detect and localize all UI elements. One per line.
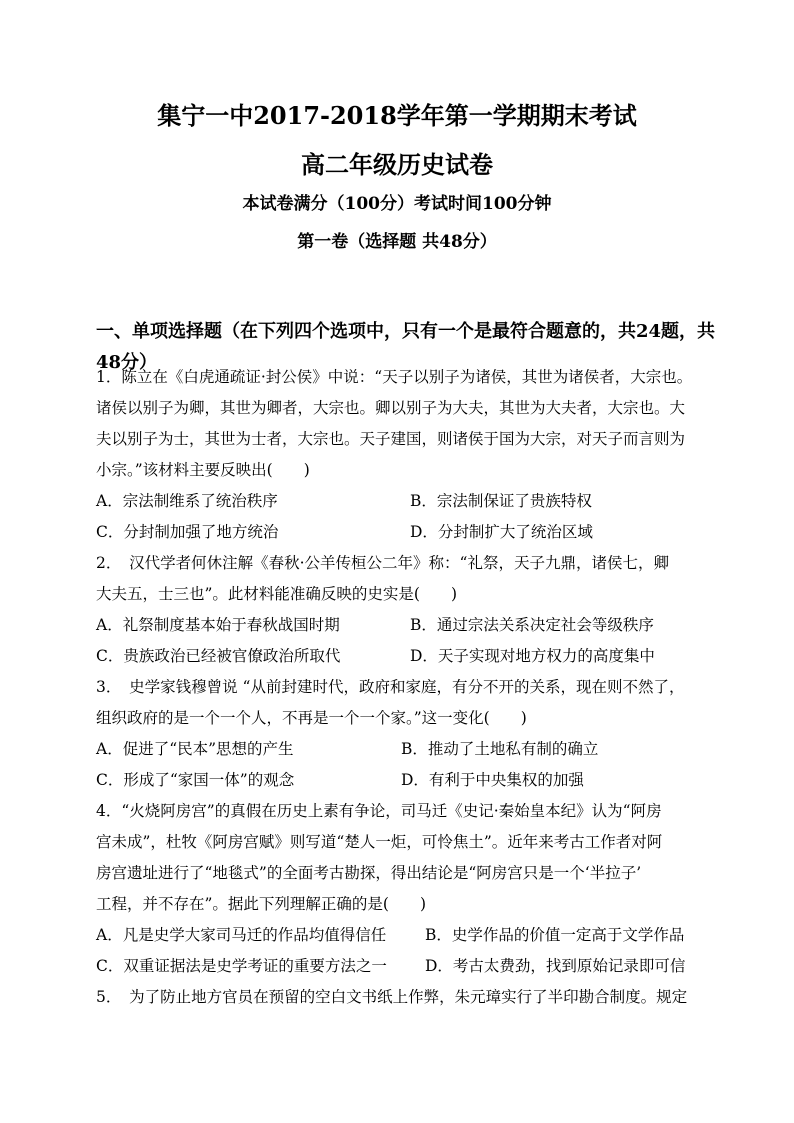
exam-title: 集宁一中2017-2018学年第一学期期末考试: [157, 101, 637, 130]
option-c: C．双重证据法是史学考证的重要方法之一: [96, 957, 387, 975]
score-time-info: 本试卷满分（100分）考试时间100分钟: [242, 194, 552, 214]
option-d: D．天子实现对地方权力的高度集中: [410, 647, 655, 665]
option-b: B．宗法制保证了贵族特权: [410, 492, 592, 510]
question-line: 组织政府的是一个一个人，不再是一个一个家。”这一变化( ): [96, 709, 527, 727]
option-d: D．考古太费劲，找到原始记录即可信: [425, 957, 686, 975]
option-c: C．贵族政治已经被官僚政治所取代: [96, 647, 341, 665]
question-line: 夫以别子为士，其世为士者，大宗也。天子建国，则诸侯于国为大宗，对天子而言则为: [96, 430, 686, 448]
question-line: 工程，并不存在”。据此下列理解正确的是( ): [96, 895, 427, 913]
question-line: 2． 汉代学者何休注解《春秋·公羊传桓公二年》称：“礼祭，天子九鼎，诸侯七，卿: [96, 554, 669, 572]
option-c: C．分封制加强了地方统治: [96, 523, 279, 541]
question-line: 宫未成”，杜牧《阿房宫赋》则写道“楚人一炬，可怜焦土”。近年来考古工作者对阿: [96, 833, 663, 851]
question-line: 4．“火烧阿房宫”的真假在历史上素有争论，司马迁《史记·秦始皇本纪》认为“阿房: [96, 802, 662, 820]
exam-subtitle: 高二年级历史试卷: [301, 150, 493, 179]
question-line: 小宗。”该材料主要反映出( ): [96, 461, 310, 479]
section-heading: 一、单项选择题（在下列四个选项中，只有一个是最符合题意的，共24题，共48分）: [96, 321, 716, 373]
question-line: 大夫五，士三也”。此材料能准确反映的史实是( ): [96, 585, 458, 603]
option-b: B．史学作品的价值一定高于文学作品: [425, 926, 685, 944]
option-a: A．礼祭制度基本始于春秋战国时期: [96, 616, 340, 634]
question-line: 3． 史学家钱穆曾说 “从前封建时代，政府和家庭，有分不开的关系，现在则不然了，: [96, 678, 685, 696]
question-line: 1．陈立在《白虎通疏证·封公侯》中说：“天子以别子为诸侯，其世为诸侯者，大宗也。: [96, 368, 693, 386]
option-a: A．促进了“民本”思想的产生: [96, 740, 294, 758]
option-d: D．分封制扩大了统治区域: [410, 523, 593, 541]
option-a: A．宗法制维系了统治秩序: [96, 492, 278, 510]
option-b: B．推动了土地私有制的确立: [401, 740, 599, 758]
question-line: 诸侯以别子为卿，其世为卿者，大宗也。卿以别子为大夫，其世为大夫者，大宗也。大: [96, 399, 686, 417]
part-heading: 第一卷（选择题 共48分）: [297, 232, 497, 252]
question-line: 房宫遗址进行了“地毯式”的全面考古勘探，得出结论是“阿房宫只是一个‘半拉子’: [96, 864, 642, 882]
option-d: D．有利于中央集权的加强: [401, 771, 584, 789]
option-b: B．通过宗法关系决定社会等级秩序: [410, 616, 654, 634]
option-a: A．凡是史学大家司马迁的作品均值得信任: [96, 926, 387, 944]
question-line: 5． 为了防止地方官员在预留的空白文书纸上作弊，朱元璋实行了半印勘合制度。规定: [96, 988, 688, 1006]
option-c: C．形成了“家国一体”的观念: [96, 771, 295, 789]
